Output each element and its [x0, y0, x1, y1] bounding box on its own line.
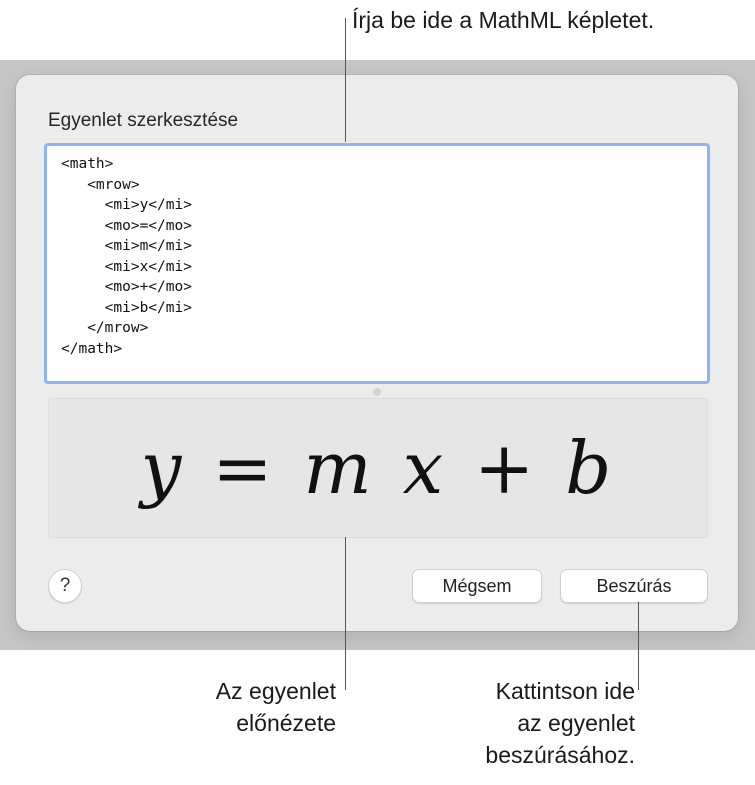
editor-line: <mrow>	[61, 176, 140, 193]
callout-enter-mathml: Írja be ide a MathML képletet.	[352, 7, 655, 33]
editor-line: <mi>x</mi>	[61, 258, 192, 275]
callout-leader-preview	[345, 537, 346, 690]
insert-button[interactable]: Beszúrás	[560, 569, 708, 603]
callout-insert-line: Kattintson ide	[495, 678, 635, 704]
editor-line: </math>	[61, 340, 123, 357]
callout-leader-insert	[638, 602, 639, 690]
equation-preview	[48, 398, 708, 538]
help-button[interactable]: ?	[48, 569, 82, 603]
cancel-button[interactable]: Mégsem	[412, 569, 542, 603]
editor-line: </mrow>	[61, 320, 149, 336]
editor-line: <mi>y</mi>	[61, 197, 192, 213]
split-resize-handle[interactable]	[373, 388, 381, 396]
preview-equation: y = m x + b	[140, 426, 616, 510]
editor-line: <mo>=</mo>	[61, 217, 192, 234]
callout-leader-top	[345, 18, 346, 142]
editor-line: <math>	[61, 156, 114, 172]
dialog-title: Egyenlet szerkesztése	[48, 110, 239, 131]
callout-insert-line: beszúrásához.	[485, 742, 635, 768]
callout-preview	[150, 675, 336, 739]
callout-preview-line: előnézete	[236, 710, 336, 736]
editor-line: <mi>m</mi>	[61, 238, 192, 254]
callout-insert	[415, 675, 635, 771]
callout-insert-line: az egyenlet	[517, 710, 635, 736]
editor-line: <mi>b</mi>	[61, 299, 192, 316]
callout-preview-line: Az egyenlet	[215, 678, 336, 704]
editor-line: <mo>+</mo>	[61, 279, 192, 295]
mathml-editor[interactable]	[44, 143, 710, 384]
